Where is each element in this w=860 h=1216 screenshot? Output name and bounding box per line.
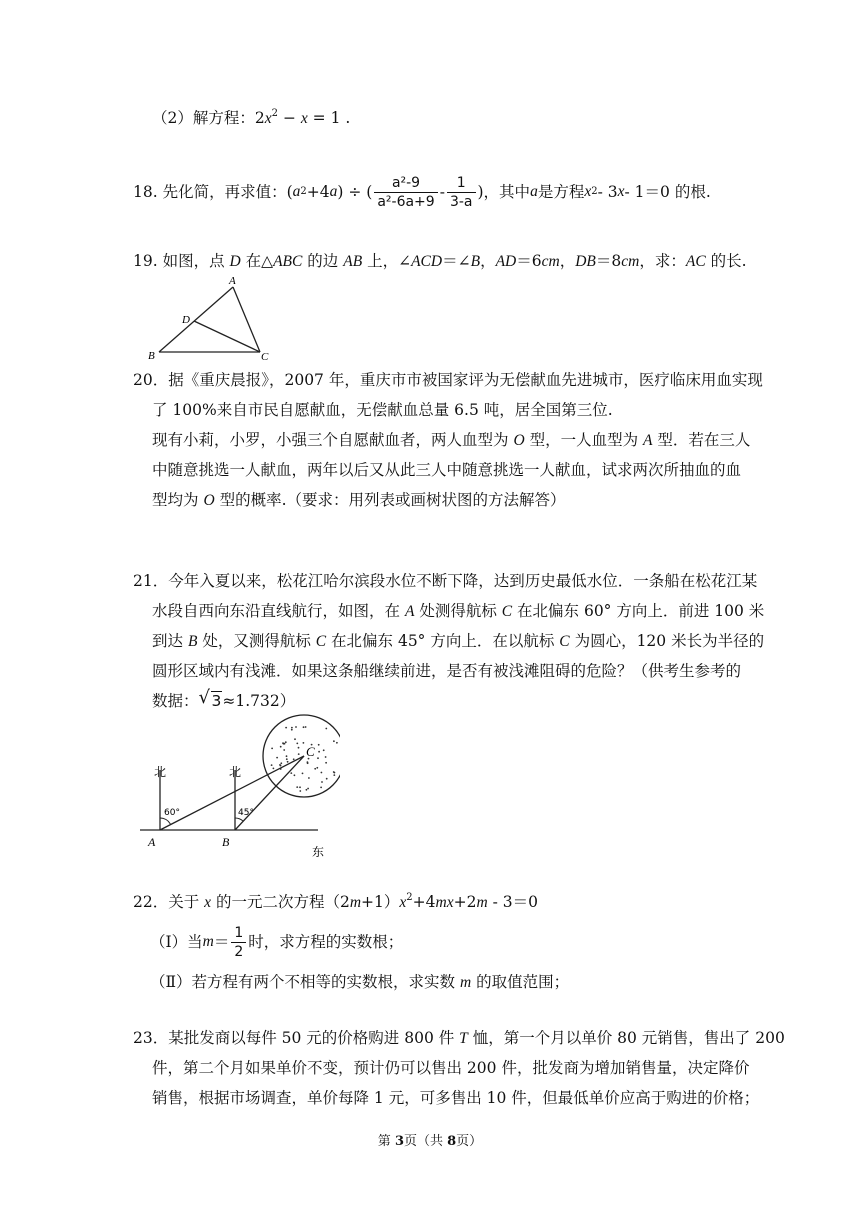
q19-side-ab: AB (343, 253, 363, 270)
shoal-dot (280, 762, 282, 764)
q20-line3-b: 型，一人血型为 (524, 431, 643, 449)
q20-type-a: A (643, 432, 653, 449)
q18-var-a3: a (530, 183, 538, 200)
shoal-dot (325, 762, 327, 764)
footer-suffix: 页） (456, 1134, 483, 1149)
q22-line3-m: m (459, 974, 472, 991)
q21-label-45: 45° (238, 808, 254, 818)
q21-shoal-dots (271, 726, 338, 792)
q21-line2-a: 水段自西向东沿直线航行，如图，在 (152, 602, 405, 620)
q20-line-2: 了 100%来自市民自愿献血，无偿献血总量 6.5 吨，居全国第三位. (152, 401, 613, 419)
q21-angle-arc-b (235, 818, 243, 821)
q20-type-o: O (513, 432, 525, 449)
shoal-dot (325, 756, 327, 758)
q22-line1-f: - 3＝0 (487, 893, 538, 911)
q19-text-8: ， (559, 252, 576, 270)
q17-part2-prefix: （2）解方程： (152, 109, 255, 127)
q19-text-7: ＝6 (516, 252, 542, 270)
q19-label-a: A (229, 275, 236, 287)
q21-point-a: A (404, 603, 415, 620)
q19-line (133, 251, 747, 272)
q19-text-10: ，求： (639, 252, 686, 270)
shoal-dot (296, 786, 298, 788)
shoal-dot (286, 758, 288, 760)
q22-var-mx: mx (435, 894, 454, 911)
shoal-dot (302, 773, 304, 775)
q20-line5-b: 型的概率.（要求：用列表或画树状图的方法解答） (214, 491, 566, 509)
q19-unit-1: cm (541, 253, 560, 270)
q18-text-7: - 1＝0 的根. (624, 183, 711, 201)
q19-triangle-figure (140, 272, 280, 362)
q18-fraction-1 (374, 174, 437, 211)
shoal-dot (298, 747, 300, 749)
shoal-dot (287, 761, 289, 763)
shoal-dot (295, 726, 297, 728)
q22-line2-a: （Ⅰ）当 (150, 933, 203, 951)
shoal-dot (305, 726, 307, 728)
q22-line1-a: 22．关于 (133, 893, 205, 911)
shoal-dot (323, 749, 325, 751)
q19-angle-acd: ACD (411, 253, 443, 270)
shoal-dot (303, 726, 305, 728)
shoal-dot (320, 787, 322, 789)
shoal-dot (280, 765, 282, 767)
shoal-dot (318, 751, 320, 753)
shoal-dot (280, 746, 282, 748)
q21-line2-c: 在北偏东 60° 方向上．前进 100 米 (512, 602, 765, 620)
q19-db: DB (575, 253, 596, 270)
shoal-dot (283, 749, 285, 751)
q18-frac2-denominator: 3-a (449, 193, 473, 210)
q20-line3-c: 型．若在三人 (652, 431, 751, 449)
q19-triangle: ABC (273, 253, 303, 270)
q21-point-c-3: C (559, 633, 570, 650)
shoal-dot (336, 742, 338, 744)
q17-var-x: x (264, 110, 272, 127)
shoal-dot (285, 727, 287, 729)
q21-line-3 (152, 631, 764, 652)
q17-coef: 2 (254, 109, 265, 127)
shoal-dot (318, 744, 320, 746)
q18-var-a2: a (329, 183, 338, 200)
shoal-dot (285, 741, 287, 743)
q19-text-6: ， (480, 252, 496, 270)
q21-line3-c: 在北偏东 45° 方向上．在以航标 (326, 632, 560, 650)
q19-text-2: 在△ (240, 252, 274, 270)
q19-number: 19. (133, 252, 158, 270)
shoal-dot (326, 778, 328, 780)
shoal-dot (296, 743, 298, 745)
q21-point-c: C (501, 603, 513, 620)
q18-text-4: )，其中 (477, 183, 531, 201)
q22-var-x: x (204, 894, 212, 911)
q19-label-d: D (182, 314, 190, 326)
q20-type-o-2: O (203, 492, 215, 509)
shoal-dot (282, 742, 284, 744)
q19-unit-2: cm (621, 253, 640, 270)
q20-line-1: 20．据《重庆晨报》，2007 年，重庆市市被国家评为无偿献血先进城市，医疗临床用血实现 (133, 371, 763, 389)
q21-label-east: 东 (312, 845, 325, 859)
q23-t: T (459, 1030, 468, 1047)
q22-line-3 (150, 972, 569, 993)
q18-text-1: 先化简，再求值：( (162, 183, 293, 201)
footer-middle: 页（共 (403, 1134, 448, 1149)
q21-line-5 (152, 687, 296, 711)
shoal-dot (299, 786, 301, 788)
q20-line-4: 中随意挑选一人献血，两年以后又从此三人中随意挑选一人献血，试求两次所抽血的血 (152, 461, 742, 479)
q22-line2-m: m (202, 933, 214, 950)
q17-part2 (152, 108, 350, 129)
footer-total-pages: 8 (447, 1134, 457, 1149)
q18-text-5: 是方程 (537, 183, 585, 201)
q18-var-a: a (292, 183, 301, 200)
q21-shoal-circle (263, 715, 340, 797)
q23-line-3: 销售，根据市场调查，单价每降 1 元，可多售出 10 件，但最低单价应高于购进的价格； (152, 1089, 760, 1107)
q23-line1-a: 23．某批发商以每件 50 元的价格购进 800 件 (133, 1029, 460, 1047)
shoal-dot (316, 767, 318, 769)
q22-line3-a: （Ⅱ）若方程有两个不相等的实数根，求实数 (150, 973, 460, 991)
q17-minus: − (278, 109, 301, 127)
q22-frac-numerator: 1 (231, 924, 246, 943)
q21-angle-arc-a (160, 818, 170, 824)
q19-text-4: 上，∠ (362, 252, 412, 270)
q21-label-b: B (222, 835, 230, 849)
q21-line5-b: ≈1.732） (222, 692, 296, 710)
q21-line3-d: 为圆心，120 米长为半径的 (569, 632, 765, 650)
shoal-dot (314, 768, 316, 770)
q19-point-d: D (229, 253, 241, 270)
q21-label-north-1: 北 (154, 765, 167, 779)
q22-line-1 (133, 892, 538, 913)
q21-label-north-2: 北 (229, 765, 242, 779)
q21-line3-b: 处，又测得航标 (197, 632, 316, 650)
shoal-dot (321, 781, 323, 783)
shoal-dot (273, 768, 275, 770)
q21-line5-a: 数据： (152, 692, 199, 710)
q21-sqrt-radicand: 3 (211, 692, 222, 710)
q20-line-3 (152, 430, 750, 451)
q22-var-x2: x (399, 894, 407, 911)
q21-point-c-2: C (315, 633, 327, 650)
q18-frac1-denominator: a²-6a+9 (377, 193, 435, 210)
q20-line3-a: 现有小莉，小罗，小强三个自愿献血者，两人血型为 (152, 431, 514, 449)
q18-line: 18. 先化简，再求值：( a 2 +4 a ) ÷ ( $\frac{\text{a²-9}}{\text{a²-6a+9}}$ - $\frac{1}{3-a}$ )，其中 a 是方程 x 2 - 3 x - 1＝0 的根. (133, 174, 711, 210)
shoal-dot (333, 740, 335, 742)
shoal-dot (317, 757, 319, 759)
q22-line1-b: 的一元二次方程（2 (211, 893, 350, 911)
q21-line-bc (235, 756, 304, 830)
q21-line-4: 圆形区域内有浅滩．如果这条船继续前进，是否有被浅滩阻碍的危险？（供考生参考的 (152, 662, 742, 680)
shoal-dot (298, 753, 300, 755)
q19-text-5: ＝∠ (442, 252, 471, 270)
shoal-dot (334, 772, 336, 774)
q19-text-3: 的边 (302, 252, 344, 270)
shoal-dot (306, 789, 308, 791)
q18-var-x: x (584, 183, 592, 200)
shoal-dot (333, 774, 335, 776)
q18-number: 18. (133, 183, 158, 201)
shoal-dot (276, 757, 278, 759)
q19-angle-b: B (470, 253, 481, 270)
shoal-dot (325, 728, 327, 730)
q17-exponent: 2 (271, 108, 279, 119)
shoal-dot (290, 772, 292, 774)
q21-line3-a: 到达 (152, 632, 188, 650)
q18-text-6: - 3 (597, 183, 618, 201)
q21-label-c: C (306, 744, 315, 759)
q22-exponent: 2 (406, 892, 413, 903)
q22-line1-d: +4 (412, 893, 436, 911)
q22-var-m: m (349, 894, 362, 911)
q17-var-x2: x (300, 110, 308, 127)
shoal-dot (294, 774, 296, 776)
q22-line2-c: 时，求方程的实数根； (248, 933, 404, 951)
q22-line1-c: +1） (361, 893, 400, 911)
q21-navigation-figure (140, 712, 340, 860)
q23-line-1 (133, 1028, 785, 1049)
q21-sqrt (198, 687, 223, 711)
q19-text-9: ＝8 (595, 252, 622, 270)
q19-text-11: 的长. (705, 252, 747, 270)
q18-minus: - (439, 183, 445, 201)
shoal-dot (271, 764, 273, 766)
q19-side-ac (233, 287, 260, 352)
q21-line-2 (152, 601, 764, 622)
q19-label-c: C (261, 351, 269, 362)
shoal-dot (291, 727, 293, 729)
footer-prefix: 第 (377, 1134, 395, 1149)
q21-label-a: A (148, 835, 156, 849)
q23-line1-b: 恤，第一个月以单价 80 元销售，售出了 200 (467, 1029, 785, 1047)
q20-line-5 (152, 490, 566, 511)
shoal-dot (303, 742, 305, 744)
q22-line3-b: 的取值范围； (471, 973, 570, 991)
q22-line2-b: ＝ (213, 933, 230, 951)
q21-line-1: 21．今年入夏以来，松花江哈尔滨段水位不断下降，达到历史最低水位．一条船在松花江某 (133, 572, 758, 590)
q22-frac-denominator: 2 (234, 943, 244, 960)
q18-frac1-numerator: a²-9 (374, 174, 437, 193)
q19-side-ba (159, 287, 233, 352)
q22-line-2 (150, 922, 403, 962)
q18-fraction-2 (447, 174, 476, 211)
q19-ad: AD (495, 253, 517, 270)
shoal-dot (286, 755, 288, 757)
footer-page-number: 3 (394, 1134, 404, 1149)
shoal-dot (307, 761, 309, 763)
q21-point-b: B (187, 633, 198, 650)
q18-text-2: +4 (306, 183, 330, 201)
shoal-dot (294, 738, 296, 740)
q18-frac2-numerator: 1 (447, 174, 476, 193)
shoal-dot (308, 777, 310, 779)
q20-line5-a: 型均为 (152, 491, 204, 509)
q19-label-b: B (148, 350, 155, 362)
sqrt-icon: √ (198, 687, 210, 708)
q19-text-1: 如图，点 (162, 252, 230, 270)
q23-line-2: 件，第二个月如果单价不变，预计仍可以售出 200 件，批发商为增加销售量，决定降价 (152, 1059, 750, 1077)
shoal-dot (321, 772, 323, 774)
q18-text-3: ) ÷ ( (337, 183, 373, 201)
shoal-dot (299, 790, 301, 792)
q22-var-m2: m (476, 894, 488, 911)
q18-var-x2: x (617, 183, 625, 200)
shoal-dot (271, 748, 273, 750)
q22-fraction (231, 924, 246, 961)
q22-line1-e: +2 (453, 893, 477, 911)
q21-label-60: 60° (164, 808, 180, 818)
q17-rhs: = 1 . (307, 109, 351, 127)
shoal-dot (307, 788, 309, 790)
shoal-dot (293, 758, 295, 760)
q19-ac: AC (685, 253, 706, 270)
q19-segment-dc (194, 321, 260, 352)
page-footer (0, 1130, 860, 1149)
q21-line2-b: 处测得航标 (414, 602, 502, 620)
shoal-dot (291, 729, 293, 731)
